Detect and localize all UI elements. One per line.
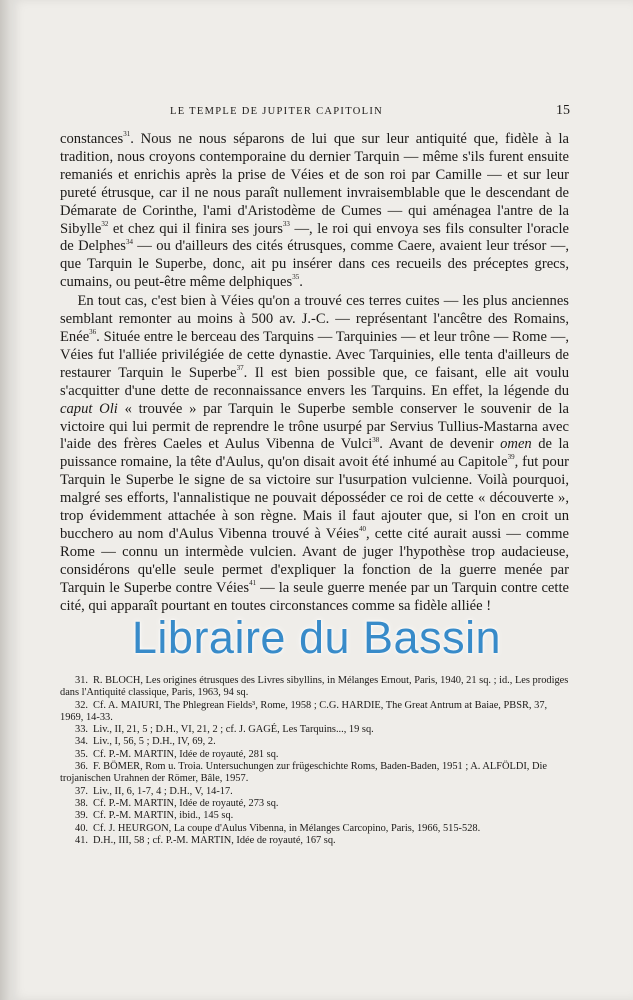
- footnote-ref[interactable]: 31: [123, 130, 131, 139]
- footnote-ref[interactable]: 40: [358, 525, 366, 534]
- footnote-ref[interactable]: 32: [101, 219, 109, 228]
- running-title: LE TEMPLE DE JUPITER CAPITOLIN: [170, 106, 384, 117]
- footnote: 35. Cf. P.-M. MARTIN, Idée de royauté, 281 sq.: [75, 748, 279, 760]
- footnote-ref[interactable]: 38: [372, 435, 380, 444]
- footnote-ref[interactable]: 37: [236, 363, 244, 372]
- footnote: 36. F. BÖMER, Rom u. Troia. Untersuchungen zur frügeschichte Roms, Baden-Baden, 1951 ; A. ALFÖLDI, Die trojanischen Urahnen der Römer, Bâle, 1957.: [60, 761, 547, 785]
- footnote-ref[interactable]: 36: [89, 328, 97, 337]
- footnote: 37. Liv., II, 6, 1-7, 4 ; D.H., V, 14-17.: [75, 785, 233, 797]
- paragraph: En tout cas, c'est bien à Véies qu'on a trouvé ces terres cuites — les plus anciennes semblant remonter au moins à 500 av. J.-C. — représentant l'ancêtre des Romains, Enée$^{36}$. Située entre le berceau des Tarquins — Tarquinies — et leur trône — Rome —, Véies fut l'alliée privilégiée de cette dynastie. Avec Tarquinies, elle tenta d'ailleurs de restaurer Tarquin le Superbe$^{37}$. Il est bien possible que, ce faisant, elle ait voulu s'acquitter d'une dette de reconnaissance envers les Tarquins. En effet, la légende du caput Oli « trouvée » par Tarquin le Superbe semble conserver le souvenir de la victoire qui lui permit de reprendre le trône usurpé par Servius Tullius-Mastarna avec l'aide des frères Caeles et Aulus Vibenna de Vulci$^{38}$. Avant de devenir omen de la puissance romaine, la tête d'Aulus, qu'on disait avoit été inhumé au Capitole$^{39}$, fut pour Tarquin le Superbe le signe de sa victoire sur l'usurpation vulcienne. Voilà pourquoi, malgré ses efforts, l'annalistique ne pouvait déposséder ce roi de cette « découverte », trop évidemment attachée à son règne. Mais il faut ajouter que, si l'on en croit un bucchero au nom d'Aulus Vibenna trouvé à Véies$^{40}$, cette cité aurait aussi — comme Rome — connu un intermède vulcien. Avant de juger l'hypothèse trop audacieuse, considérons qu'elle seule permet d'expliquer la fonction de la guerre menée par Tarquin le Superbe contre Véies$^{41}$ — la seule guerre menée par un Tarquin contre cette cité, qui apparaît pourtant en toutes circonstances comme sa fidèle alliée !: [60, 293, 570, 614]
- footnote: 40. Cf. J. HEURGON, La coupe d'Aulus Vibenna, in Mélanges Carcopino, Paris, 1966, 515-528.: [75, 822, 481, 834]
- paragraph: constances$^{31}$. Nous ne nous séparons de lui que sur leur antiquité que, fidèle à la tradition, nous croyons contemporaine du dernier Tarquin — même s'ils furent ensuite remaniés et enrichis après la prise de Véies et de son roi par Camille — et sur leur pureté étrusque, car il ne nous paraît nullement invraisemblable que le descendant de Démarate de Corinthe, l'ami d'Aristodème de Cumes — qui aménagea l'antre de la Sibylle$^{32}$ et chez qui il finira ses jours$^{33}$ —, le roi qui envoya ses fils consulter l'oracle de Delphes$^{34}$ — ou d'ailleurs des cités étrusques, comme Caere, avaient leur trésor —, que Tarquin le Superbe, donc, ait pu insérer dans ces recueils des préceptes grecs, cumains, ou peut-être même delphiques$^{35}$.: [60, 130, 569, 291]
- footnote-ref[interactable]: 41: [249, 578, 257, 587]
- footnote: 32. Cf. A. MAIURI, The Phlegrean Fields³, Rome, 1958 ; C.G. HARDIE, The Great Antrum at Baiae, PBSR, 37, 1969, 14-33.: [60, 699, 548, 723]
- footnote-ref[interactable]: 35: [292, 273, 300, 282]
- page-number: 15: [556, 103, 570, 118]
- footnote-ref[interactable]: 33: [282, 219, 290, 228]
- footnote: 39. Cf. P.-M. MARTIN, ibid., 145 sq.: [75, 810, 234, 822]
- footnote-ref[interactable]: 39: [507, 453, 515, 462]
- watermark: Libraire du Bassin: [131, 612, 502, 663]
- page-edge: [0, 0, 10, 1000]
- footnote: 41. D.H., III, 58 ; cf. P.-M. MARTIN, Idée de royauté, 167 sq.: [75, 834, 336, 846]
- footnote: 33. Liv., II, 21, 5 ; D.H., VI, 21, 2 ; cf. J. GAGÉ, Les Tarquins..., 19 sq.: [75, 724, 374, 736]
- footnote: 31. R. BLOCH, Les origines étrusques des Livres sibyllins, in Mélanges Ernout, Paris, 1940, 21 sq. ; id., Les prodiges dans l'Antiquité classique, Paris, 1963, 94 sq.: [60, 675, 569, 699]
- body-text: [60, 131, 569, 615]
- footnotes: [60, 675, 569, 847]
- footnote: 34. Liv., I, 56, 5 ; D.H., IV, 69, 2.: [75, 736, 216, 748]
- footnote-ref[interactable]: 34: [125, 237, 133, 246]
- footnote: 38. Cf. P.-M. MARTIN, Idée de royauté, 273 sq.: [75, 797, 279, 809]
